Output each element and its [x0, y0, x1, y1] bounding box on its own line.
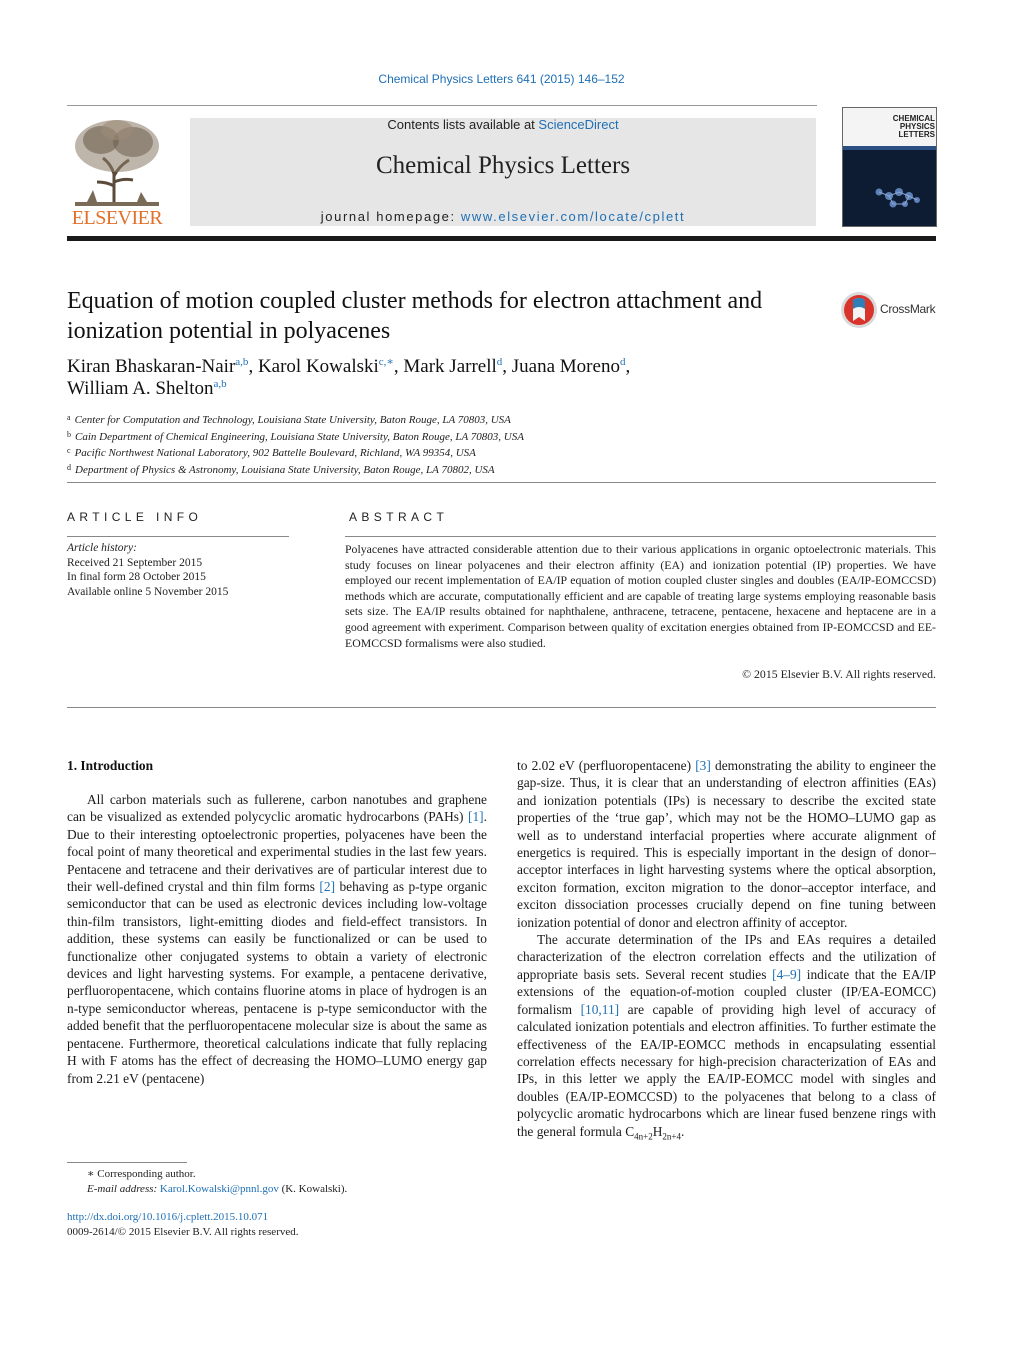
affiliation-text: Center for Computation and Technology, Louisiana State University, Baton Rouge, LA 70803, USA [74, 414, 511, 426]
footnote-mark: ∗ [87, 1168, 95, 1180]
paragraph-text: . Due to their interesting optoelectronic properties, polyacenes have been the focal point of many theoretical and experimental studies in the last few years. Pentacene and tetracene and their derivatives are of particular interest due to their well-defined crystal and thin film forms [67, 809, 487, 895]
affiliation-text: Cain Department of Chemical Engineering, Louisiana State University, Baton Rouge, LA 70803, USA [75, 430, 524, 443]
masthead-thick-rule [67, 236, 936, 241]
author-separator: , [393, 356, 404, 377]
header-rule [67, 105, 817, 106]
journal-reference-link[interactable]: Chemical Physics Letters 641 (2015) 146–152 [378, 72, 625, 86]
paragraph-text: All carbon materials such as fullerene, carbon nanotubes and graphene can be visualized as extended polycyclic aromatic hydrocarbons (PAHs) [67, 792, 487, 825]
affiliation-item [67, 428, 827, 445]
doi-link[interactable]: http://dx.doi.org/10.1016/j.cplett.2015.10.071 [67, 1211, 269, 1223]
citation-link[interactable]: [3] [695, 758, 711, 773]
affiliation-item [67, 444, 827, 461]
author-list [67, 356, 827, 400]
author-name[interactable]: Juana Moreno [511, 356, 620, 377]
author-name[interactable]: William A. Shelton [67, 378, 214, 399]
history-label: Article history: [67, 542, 137, 554]
affiliation-mark: c [67, 446, 71, 456]
article-history [67, 541, 289, 599]
citation-link[interactable]: [4–9] [772, 966, 802, 982]
paragraph-text: are capable of providing high level of accuracy of calculated ionization potentials and electron affinities. To further estimate the effectiveness of the EA/IP-EOMCC methods in encapsulating essential correlation effects necessary for high-precision characterization of EAs and IPs, in this letter we apply the EA/IP-EOMCC model with singles and doubles (EA/IP-EOMCCSD) to the polyacenes that belong to a class of polycyclic aromatic hydrocarbons which are linear fused benzene rings with the general formula C [517, 1001, 937, 1139]
contents-line [190, 117, 816, 132]
author-name[interactable]: Mark Jarrell [403, 356, 497, 377]
author-separator: , [502, 356, 512, 377]
author-name[interactable]: Kiran Bhaskaran-Nair [67, 356, 236, 377]
paragraph-text: . [680, 1123, 685, 1139]
author-separator: , [248, 356, 258, 377]
homepage-link[interactable]: www.elsevier.com/locate/cplett [460, 209, 686, 224]
author-affiliation-mark[interactable]: a,b [235, 356, 249, 368]
citation-link[interactable]: [2] [319, 879, 336, 895]
paragraph-text: to 2.02 eV (perfluoropentacene) [517, 758, 696, 773]
paragraph [67, 791, 487, 1087]
citation-link[interactable]: [1] [468, 809, 484, 825]
section-rule [67, 482, 936, 483]
email-label: E-mail address: [87, 1183, 160, 1195]
paragraph-text: indicate that the EA/IP extensions of the equation-of-motion coupled cluster (IP/EA-EOMCC) formalism [517, 966, 936, 1017]
crossmark-label[interactable]: CrossMark [880, 302, 936, 316]
formula-subscript: 4n+2 [634, 1131, 653, 1142]
citation-link[interactable]: [10,11] [580, 1001, 620, 1017]
affiliation-text: Pacific Northwest National Laboratory, 902 Battelle Boulevard, Richland, WA 99354, USA [74, 447, 476, 460]
journal-title: Chemical Physics Letters [375, 152, 631, 179]
footnote-line [67, 1182, 487, 1197]
cover-molecule-image [843, 150, 936, 226]
footnote-rule [67, 1162, 187, 1163]
formula-subscript: 2n+4 [662, 1131, 681, 1142]
author-separator: , [625, 356, 631, 377]
elsevier-wordmark: ELSEVIER [71, 207, 163, 229]
abstract-rule [345, 536, 936, 537]
author-affiliation-mark[interactable]: d [619, 356, 626, 368]
issn-copyright: 0009-2614/© 2015 Elsevier B.V. All rights reserved. [67, 1226, 299, 1238]
affiliation-mark: b [67, 429, 71, 439]
journal-cover-thumbnail[interactable] [842, 107, 937, 227]
article-title: Equation of motion coupled cluster methods for electron attachment and ionization potential in polyacenes [67, 288, 763, 344]
author-affiliation-mark[interactable]: d [496, 356, 503, 368]
affiliation-list [67, 411, 827, 477]
history-final-form: In final form 28 October 2015 [67, 571, 206, 583]
history-received: Received 21 September 2015 [67, 556, 203, 569]
contents-prefix: Contents lists available at [387, 117, 539, 132]
section-heading-introduction: 1. Introduction [67, 758, 154, 773]
body-column-left [67, 791, 487, 1087]
history-online: Available online 5 November 2015 [67, 585, 229, 598]
article-info-heading: ARTICLE INFO [67, 510, 203, 524]
abstract-end-rule [67, 707, 936, 708]
affiliation-item [67, 461, 827, 478]
affiliation-mark: a [67, 413, 71, 422]
abstract-text: Polyacenes have attracted considerable attention due to their various applications in organic optoelectronic materials. This study focuses on linear polyacenes and their electron affinity (EA) and ionization potential (IP) properties. We have employed our recent implementation of EA/IP equation of motion coupled cluster singles and doubles (EA/IP-EOMCCSD) methods which are accurate, computationally efficient and are capable of treating large systems employing reasonable basis sets size. The EA/IP results obtained for naphthalene, anthracene, tetracene, pentacene, hexacene and heptacene are in a good agreement with experiment. Comparison between quality of excitation energies obtained from IP-EOMCCSD and EE-EOMCCSD formalisms were also studied. [345, 542, 936, 650]
author-name[interactable]: Karol Kowalski [257, 356, 379, 377]
paragraph [517, 931, 936, 1146]
affiliation-mark: d [67, 462, 71, 472]
affiliation-text: Department of Physics & Astronomy, Louisiana State University, Baton Rouge, LA 70802, USA [75, 463, 495, 476]
abstract-heading: ABSTRACT [349, 510, 449, 524]
affiliation-item [67, 411, 827, 428]
author-affiliation-mark[interactable]: c,∗ [378, 356, 394, 368]
author-email-link[interactable]: Karol.Kowalski@pnnl.gov [159, 1183, 279, 1195]
footnote-corresponding: Corresponding author. [97, 1168, 196, 1180]
formula-text: H [652, 1123, 663, 1139]
journal-homepage-line [190, 209, 816, 224]
email-owner: (K. Kowalski). [278, 1183, 348, 1195]
sciencedirect-link[interactable]: ScienceDirect [538, 117, 619, 132]
paragraph-text: demonstrating the ability to engineer the gap-size. Thus, it is clear that an understanding of electron affinities (EAs) and ionization potentials (IPs) is necessary to describe the excited state properties of the ‘true gap’, which may not be the HOMO–LUMO gap as well as to understand interfacial properties where accurate alignment of energetics is required. This is especially important in the design of donor–acceptor interfaces in light harvesting systems where the optical absorption, exciton formation, exciton migration to the donor–acceptor interface, and exciton dissociation processes crucially depend on fine tuning between ionization potential of donor and electron affinity of acceptor. [517, 758, 936, 930]
author-affiliation-mark[interactable]: a,b [213, 378, 227, 390]
paragraph [517, 757, 936, 931]
cover-title: CHEMICAL PHYSICS LETTERS [892, 114, 935, 139]
body-column-right [517, 757, 936, 1146]
homepage-prefix: journal homepage: [320, 209, 461, 224]
corresponding-author-footnote [67, 1167, 487, 1197]
paragraph-text: The accurate determination of the IPs and EAs requires a detailed characterization of the electron correlation effects and the utilization of appropriate basis sets. Several recent studies [517, 932, 936, 982]
abstract-copyright: © 2015 Elsevier B.V. All rights reserved. [742, 667, 936, 681]
article-info-rule [67, 536, 289, 537]
footnote-line [67, 1167, 487, 1182]
paragraph-text: behaving as p-type organic semiconductor that can be used as electronic devices including low-voltage thin-film transistors, light-emitting diodes and field-effect transistors. In addition, these systems can easily be functionalized or can be used to functionalize other conjugated systems to obtain a variety of electronic devices and light harvesting systems. For example, a pentacene derivative, perfluoropentacene, which contains fluorine atoms in place of hydrogen is an n-type semiconductor whereas, pentacene is p-type semiconductor with the added benefit that the perfluoropentacene molecular size is about the same as pentacene. Furthermore, theoretical calculations indicate that fully replacing H with F atoms has the effect of decreasing the HOMO–LUMO energy gap from 2.21 eV (pentacene) [67, 879, 487, 1086]
